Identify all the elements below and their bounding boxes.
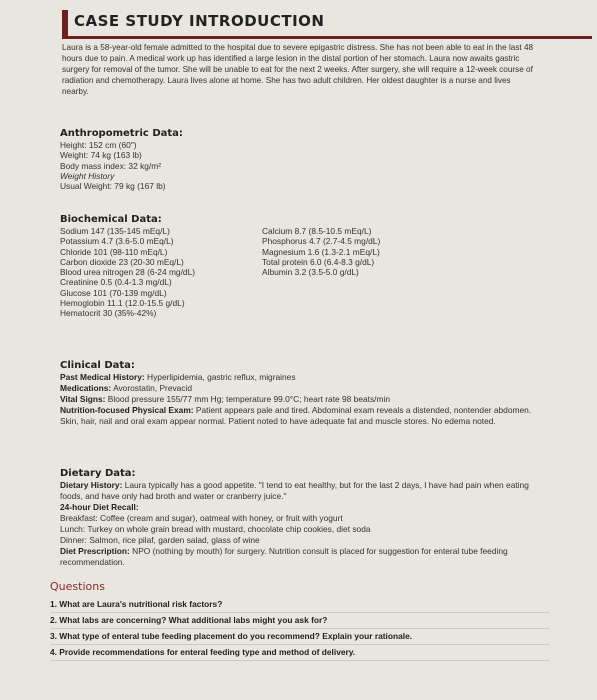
lab-total-protein: Total protein 6.0 (6.4-8.3 g/dL) <box>262 256 375 267</box>
diet-prescription <box>60 546 545 568</box>
biochemical-section <box>60 214 195 319</box>
diet-prescription-label: Diet Prescription: <box>60 546 130 556</box>
past-medical-history <box>60 372 545 383</box>
anthropometric-heading: Anthropometric Data: <box>60 128 183 139</box>
question-text: 2. What labs are concerning? What additional labs might you ask for? <box>50 615 328 625</box>
question-text: 3. What type of enteral tube feeding placement do you recommend? Explain your rationale. <box>50 631 413 641</box>
lab-albumin: Albumin 3.2 (3.5-5.0 g/dL) <box>262 267 359 278</box>
lab-glucose: Glucose 101 (70-139 mg/dL) <box>60 287 167 298</box>
lab-potassium: Potassium 4.7 (3.6-5.0 mEq/L) <box>60 236 174 247</box>
medications-label: Medications: <box>60 383 112 393</box>
question-text: 4. Provide recommendations for enteral feeding type and method of delivery. <box>50 647 356 657</box>
biochemical-heading: Biochemical Data: <box>60 214 162 225</box>
dietary-history-label: Dietary History: <box>60 480 123 490</box>
physical-exam-value: Patient appears pale and tired. Abdominal exam reveals a distended, nontender abdomen. Skin, hair, nail and oral exam appear normal. Patient noted to have adequate fat and muscle stores. No edema noted. <box>60 405 532 426</box>
biochemical-column-2 <box>262 226 380 277</box>
vital-signs-label: Vital Signs: <box>60 394 106 404</box>
dietary-heading: Dietary Data: <box>60 468 136 479</box>
dietary-section <box>60 468 545 568</box>
lab-magnesium: Magnesium 1.6 (1.3-2.1 mEq/L) <box>262 246 380 257</box>
title-accent-bar <box>62 10 68 36</box>
diet-prescription-value: NPO (nothing by mouth) for surgery. Nutrition consult is placed for suggestion for enteral tube feeding recommendation. <box>60 546 508 567</box>
question-item <box>50 597 550 613</box>
dietary-history-value: Laura typically has a good appetite. "I tend to eat healthy, but for the last 2 days, I have had pain when eating foods, and have only had broth and water or cranberry juice." <box>60 480 529 501</box>
weight-history-line: Weight History <box>60 170 115 181</box>
page-title: CASE STUDY INTRODUCTION <box>74 12 325 30</box>
diet-recall-label: 24-hour Diet Recall: <box>60 502 139 512</box>
recall-dinner: Dinner: Salmon, rice pilaf, garden salad, glass of wine <box>60 535 260 545</box>
question-item <box>50 613 550 629</box>
title-bar <box>62 10 592 39</box>
physical-exam <box>60 405 545 427</box>
clinical-section <box>60 360 545 427</box>
usual-weight-line: Usual Weight: 79 kg (167 lb) <box>60 181 166 192</box>
vital-signs-value: Blood pressure 155/77 mm Hg; temperature 99.0°C; heart rate 98 beats/min <box>107 394 390 404</box>
vital-signs <box>60 394 545 405</box>
bmi-line: Body mass index: 32 kg/m² <box>60 160 162 171</box>
intro-paragraph: Laura is a 58-year-old female admitted to the hospital due to severe epigastric distress. She has not been able to eat in the last 48 hours due to pain. A medical work up has identified a large lesion in the distal portion of her stomach. Laura now awaits gastric surgery for removal of the tumor. She will be unable to eat for the next 2 weeks. After surgery, she will require a 12-week course of radiation and chemotherapy. Laura lives alone at home. She has two adult children. Her oldest daughter is a nurse and lives nearby. <box>62 43 534 96</box>
physical-exam-label: Nutrition-focused Physical Exam: <box>60 405 194 415</box>
lab-chloride: Chloride 101 (98-110 mEq/L) <box>60 246 168 257</box>
recall-breakfast: Breakfast: Coffee (cream and sugar), oatmeal with honey, or fruit with yogurt <box>60 513 343 523</box>
dietary-history <box>60 480 545 502</box>
question-text: 1. What are Laura's nutritional risk factors? <box>50 599 223 609</box>
medications-value: Avorostatin, Prevacid <box>113 383 193 393</box>
recall-lunch: Lunch: Turkey on whole grain bread with mustard, chocolate chip cookies, diet soda <box>60 524 371 534</box>
lab-hemoglobin: Hemoglobin 11.1 (12.0-15.5 g/dL) <box>60 298 185 309</box>
weight-line: Weight: 74 kg (163 lb) <box>60 150 142 161</box>
lab-phosphorus: Phosphorus 4.7 (2.7-4.5 mg/dL) <box>262 236 381 247</box>
lab-creatinine: Creatinine 0.5 (0.4-1.3 mg/dL) <box>60 277 172 288</box>
pmh-value: Hyperlipidemia, gastric reflux, migraines <box>147 372 296 382</box>
questions-section <box>50 580 550 661</box>
question-item <box>50 645 550 661</box>
lab-hematocrit: Hematocrit 30 (35%-42%) <box>60 308 157 319</box>
questions-heading: Questions <box>50 580 105 593</box>
lab-calcium: Calcium 8.7 (8.5-10.5 mEq/L) <box>262 226 372 236</box>
lab-carbon-dioxide: Carbon dioxide 23 (20-30 mEq/L) <box>60 256 184 267</box>
height-line: Height: 152 cm (60") <box>60 140 137 150</box>
lab-bun: Blood urea nitrogen 28 (6-24 mg/dL) <box>60 267 196 278</box>
clinical-heading: Clinical Data: <box>60 360 135 371</box>
question-item <box>50 629 550 645</box>
lab-sodium: Sodium 147 (135-145 mEq/L) <box>60 226 170 236</box>
pmh-label: Past Medical History: <box>60 372 145 382</box>
medications <box>60 383 545 394</box>
anthropometric-section <box>60 128 183 191</box>
